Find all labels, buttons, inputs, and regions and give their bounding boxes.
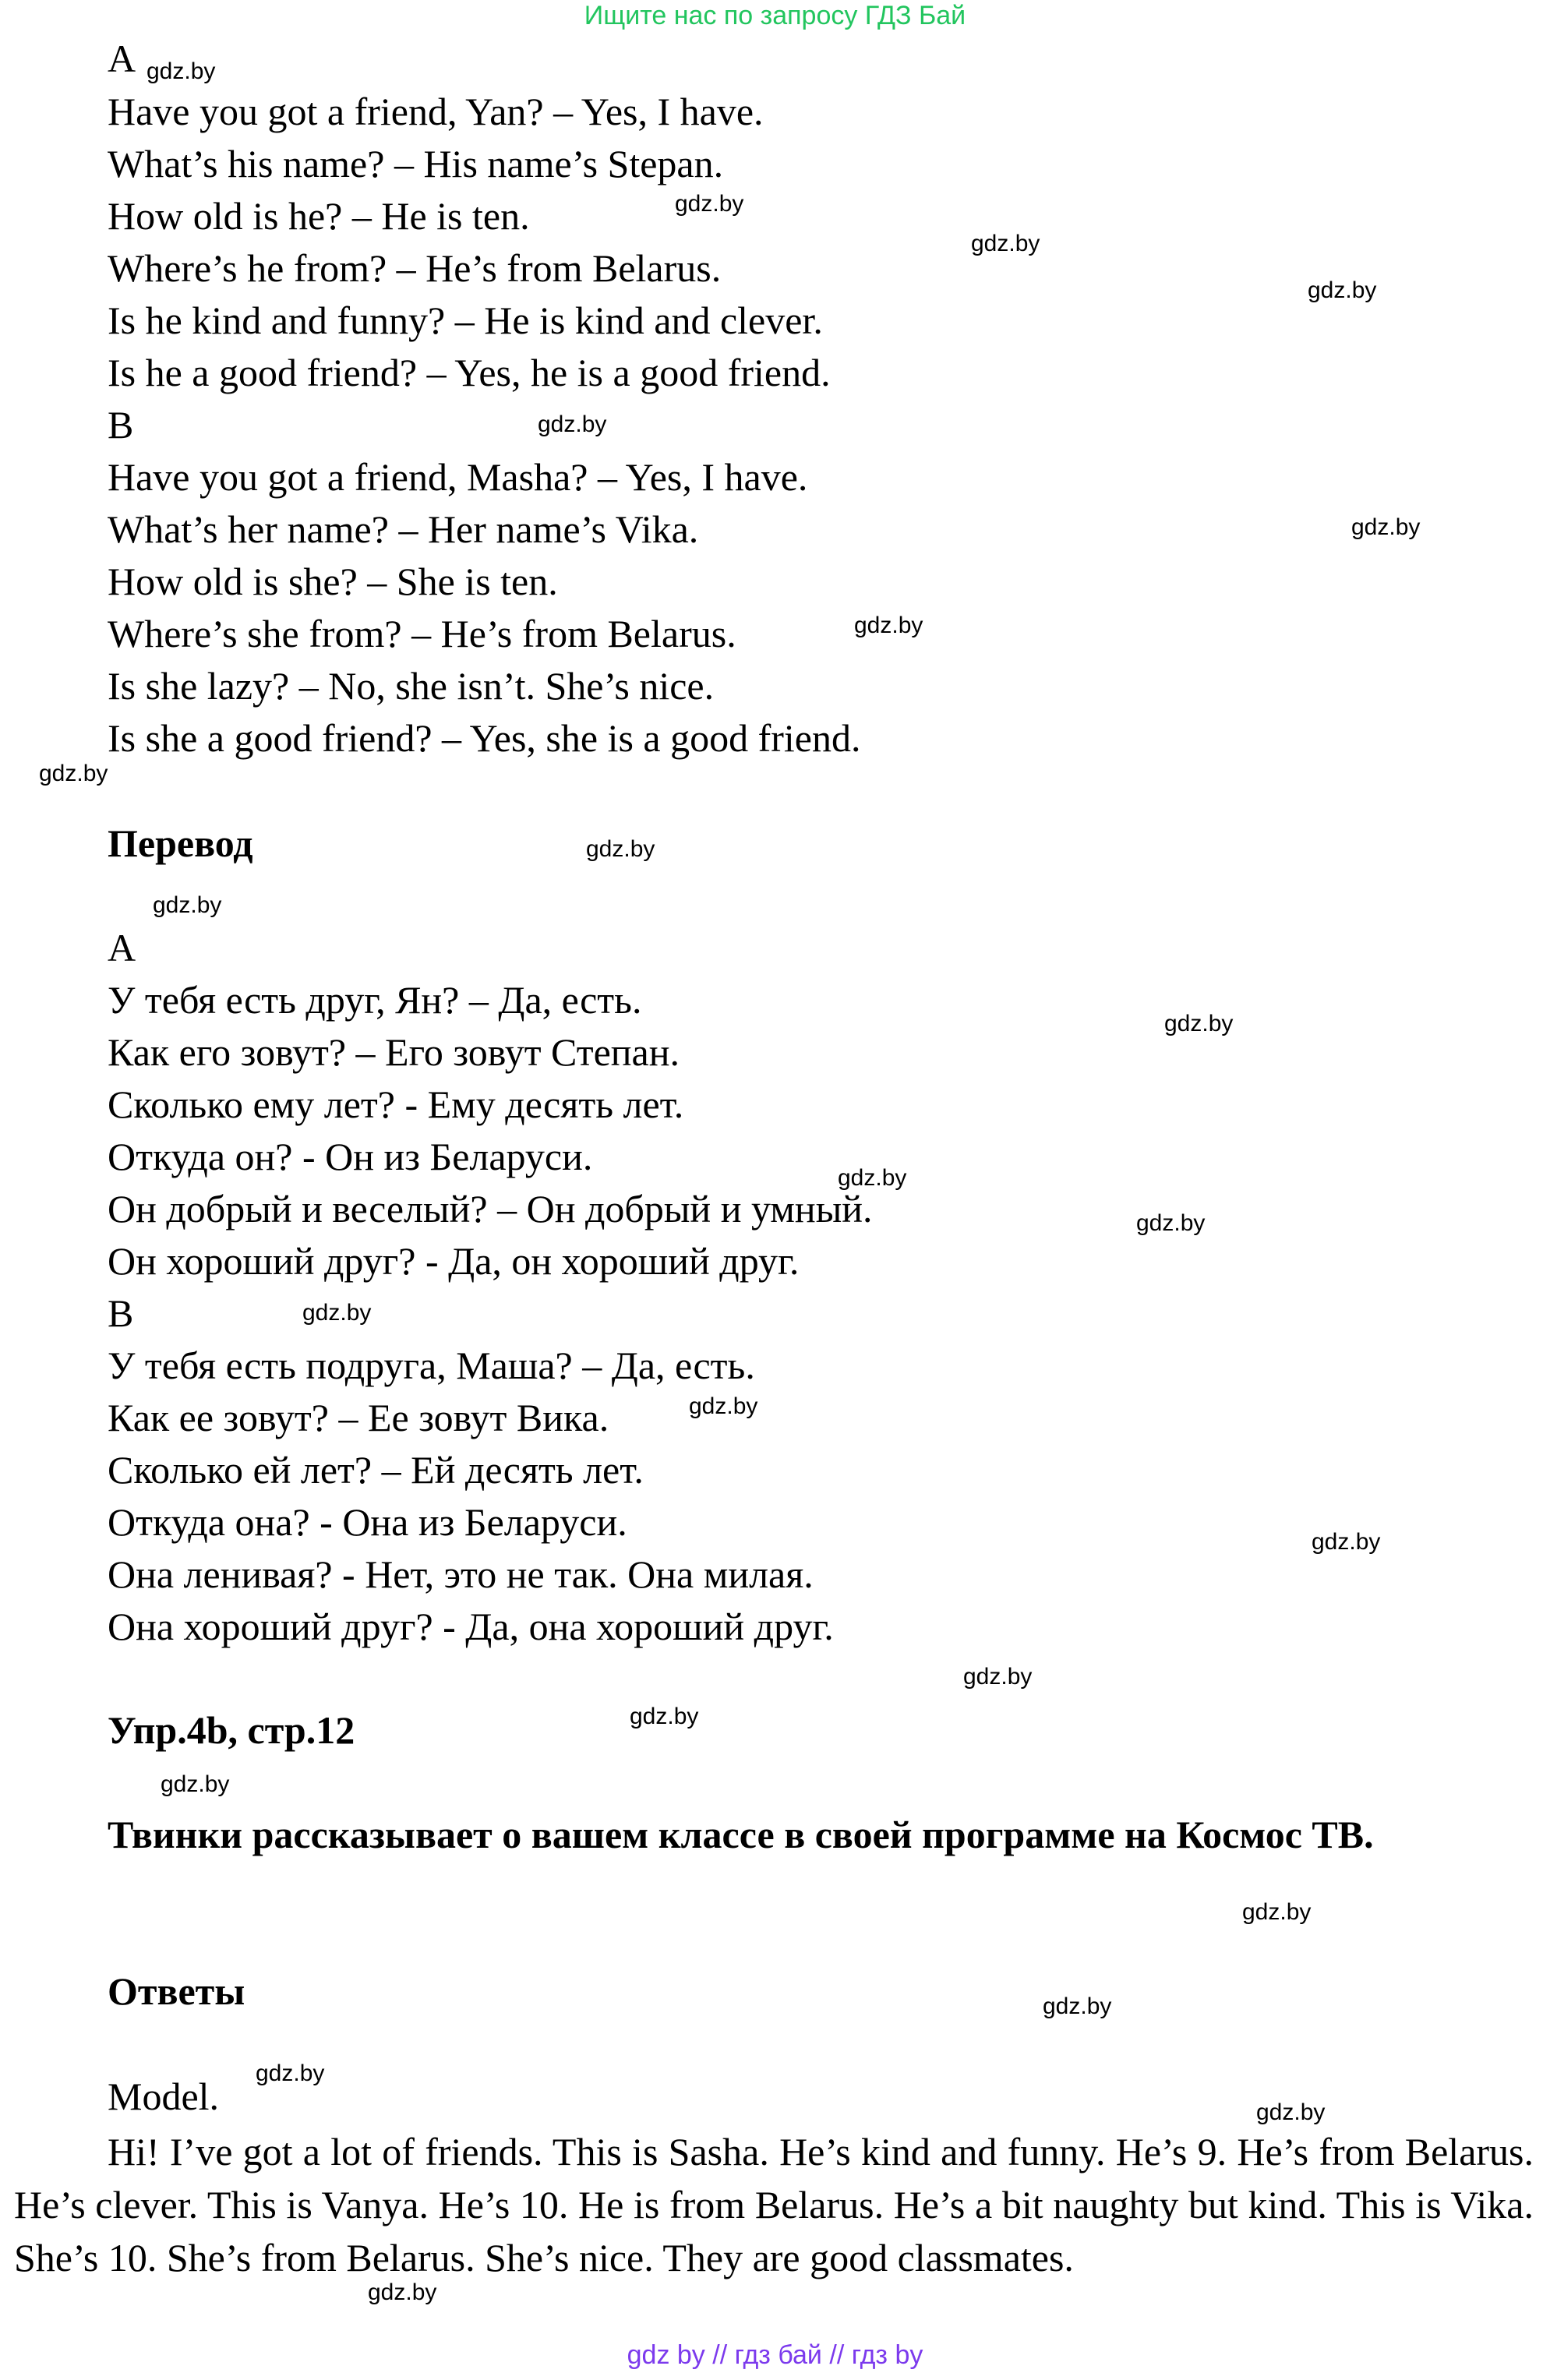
top-banner: Ищите нас по запросу ГДЗ Бай [584, 1, 966, 30]
translation-a-line: Сколько ему лет? - Ему десять лет. [108, 1082, 684, 1126]
dialog-a-label: A [108, 37, 136, 80]
translation-a-label: A [108, 926, 136, 969]
watermark: gdz.by [1256, 2099, 1326, 2125]
watermark: gdz.by [256, 2060, 325, 2086]
exercise-task: Твинки рассказывает о вашем классе в своей программе на Космос ТВ. [108, 1813, 1374, 1856]
translation-b-line: Сколько ей лет? – Ей десять лет. [108, 1448, 644, 1492]
dialog-a-line: Is he kind and funny? – He is kind and clever. [108, 298, 823, 342]
dialog-b-line: How old is she? – She is ten. [108, 560, 558, 603]
dialog-b-line: Have you got a friend, Masha? – Yes, I have. [108, 455, 808, 499]
translation-a-line: Он хороший друг? - Да, он хороший друг. [108, 1239, 800, 1283]
model-text: Hi! I’ve got a lot of friends. This is Sasha. He’s kind and funny. He’s 9. He’s from Belarus. He’s clever. This is Vanya. He’s 10. He is from Belarus. He’s a bit naughty but kind. This is Vika. She’s 10. She’s from Belarus. She’s nice. They are good classmates. [14, 2130, 1534, 2279]
answers-heading: Ответы [108, 1969, 245, 2013]
dialog-a-line: Where’s he from? – He’s from Belarus. [108, 246, 722, 290]
watermark: gdz.by [838, 1165, 907, 1191]
bottom-banner: gdz by // гдз бай // гдз by [627, 2340, 923, 2370]
dialog-a-line: What’s his name? – His name’s Stepan. [108, 142, 724, 185]
watermark: gdz.by [1308, 277, 1377, 303]
dialog-b-line: Is she a good friend? – Yes, she is a good friend. [108, 716, 861, 760]
watermark: gdz.by [153, 892, 222, 918]
watermark: gdz.by [689, 1393, 758, 1419]
translation-b-line: У тебя есть подруга, Маша? – Да, есть. [108, 1344, 755, 1387]
watermark: gdz.by [854, 613, 923, 638]
watermark: gdz.by [1351, 514, 1421, 540]
translation-a-line: Как его зовут? – Его зовут Степан. [108, 1030, 680, 1074]
translation-b-line: Она ленивая? - Нет, это не так. Она милая. [108, 1552, 814, 1596]
dialog-b-line: Is she lazy? – No, she isn’t. She’s nice. [108, 664, 715, 708]
translation-b-line: Откуда она? - Она из Беларуси. [108, 1500, 627, 1544]
watermark: gdz.by [1164, 1011, 1234, 1036]
translation-b-line: Она хороший друг? - Да, она хороший друг. [108, 1605, 834, 1648]
translation-a-line: У тебя есть друг, Ян? – Да, есть. [108, 978, 642, 1022]
translation-a-line: Откуда он? - Он из Беларуси. [108, 1135, 593, 1178]
exercise-heading: Упр.4b, стр.12 [108, 1708, 355, 1752]
watermark: gdz.by [39, 761, 108, 786]
dialog-a-line: Have you got a friend, Yan? – Yes, I have. [108, 90, 764, 133]
translation-b-label: B [108, 1291, 134, 1335]
watermark: gdz.by [1242, 1899, 1312, 1925]
watermark: gdz.by [538, 411, 607, 437]
dialog-b-label: B [108, 403, 134, 447]
watermark: gdz.by [368, 2279, 437, 2305]
watermark: gdz.by [161, 1771, 230, 1797]
watermark: gdz.by [971, 231, 1040, 256]
watermark: gdz.by [1312, 1529, 1381, 1555]
dialog-a-line: Is he a good friend? – Yes, he is a good friend. [108, 351, 831, 394]
watermark: gdz.by [586, 836, 655, 862]
dialog-b-line: Where’s she from? – He’s from Belarus. [108, 612, 736, 655]
translation-b-line: Как ее зовут? – Ее зовут Вика. [108, 1396, 609, 1439]
dialog-b-line: What’s her name? – Her name’s Vika. [108, 507, 699, 551]
watermark: gdz.by [963, 1664, 1033, 1690]
model-label: Model. [108, 2075, 220, 2118]
watermark: gdz.by [147, 58, 216, 84]
watermark: gdz.by [1043, 1993, 1112, 2019]
dialog-a-line: How old is he? – He is ten. [108, 194, 530, 238]
translation-a-line: Он добрый и веселый? – Он добрый и умный. [108, 1187, 873, 1231]
watermark: gdz.by [675, 191, 744, 217]
watermark: gdz.by [302, 1300, 372, 1326]
translation-heading: Перевод [108, 821, 253, 865]
watermark: gdz.by [630, 1704, 699, 1729]
watermark: gdz.by [1136, 1210, 1206, 1236]
